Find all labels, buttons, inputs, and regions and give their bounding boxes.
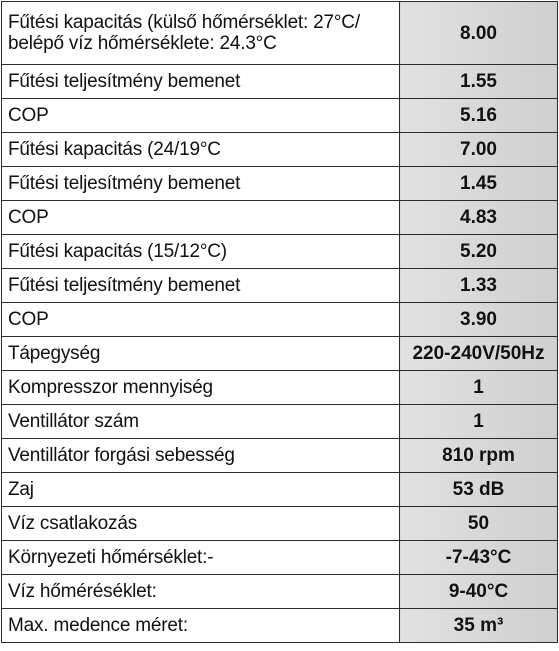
row-label: Kompresszor mennyiség (2, 371, 400, 405)
spec-table (1, 1, 558, 643)
table-row (2, 167, 558, 201)
row-label: Zaj (2, 473, 400, 507)
table-row (2, 99, 558, 133)
row-value: -7-43°C (400, 541, 558, 575)
row-label: Tápegység (2, 337, 400, 371)
row-label: Ventillátor szám (2, 405, 400, 439)
row-label: Fűtési teljesítmény bemenet (2, 167, 400, 201)
row-value: 5.16 (400, 99, 558, 133)
table-row (2, 303, 558, 337)
row-label: Víz csatlakozás (2, 507, 400, 541)
row-value: 53 dB (400, 473, 558, 507)
row-label: Fűtési kapacitás (24/19°C (2, 133, 400, 167)
row-value: 1 (400, 405, 558, 439)
row-label: Fűtési teljesítmény bemenet (2, 269, 400, 303)
table-row (2, 269, 558, 303)
row-value: 1.55 (400, 65, 558, 99)
row-label: COP (2, 303, 400, 337)
row-value: 35 m³ (400, 609, 558, 643)
row-value: 1.45 (400, 167, 558, 201)
table-row (2, 541, 558, 575)
table-row (2, 609, 558, 643)
row-value: 1.33 (400, 269, 558, 303)
row-value: 3.90 (400, 303, 558, 337)
row-value: 810 rpm (400, 439, 558, 473)
table-row (2, 65, 558, 99)
row-value: 1 (400, 371, 558, 405)
row-label: Fűtési kapacitás (külső hőmérséklet: 27°C/ belépő víz hőmérséklete: 24.3°C (2, 2, 400, 65)
table-row (2, 507, 558, 541)
row-value: 4.83 (400, 201, 558, 235)
row-label: Környezeti hőmérséklet:- (2, 541, 400, 575)
table-row (2, 201, 558, 235)
table-row (2, 405, 558, 439)
row-label: Fűtési teljesítmény bemenet (2, 65, 400, 99)
table-row (2, 235, 558, 269)
row-value: 220-240V/50Hz (400, 337, 558, 371)
spec-table-body (2, 2, 558, 643)
table-row (2, 575, 558, 609)
row-label: Ventillátor forgási sebesség (2, 439, 400, 473)
row-value: 8.00 (400, 2, 558, 65)
table-row (2, 2, 558, 65)
table-row (2, 337, 558, 371)
row-value: 7.00 (400, 133, 558, 167)
row-value: 9-40°C (400, 575, 558, 609)
row-value: 50 (400, 507, 558, 541)
table-row (2, 371, 558, 405)
table-row (2, 473, 558, 507)
table-row (2, 439, 558, 473)
row-label: Max. medence méret: (2, 609, 400, 643)
row-value: 5.20 (400, 235, 558, 269)
row-label: Fűtési kapacitás (15/12°C) (2, 235, 400, 269)
row-label: Víz hőméréséklet: (2, 575, 400, 609)
row-label: COP (2, 201, 400, 235)
row-label: COP (2, 99, 400, 133)
table-row (2, 133, 558, 167)
